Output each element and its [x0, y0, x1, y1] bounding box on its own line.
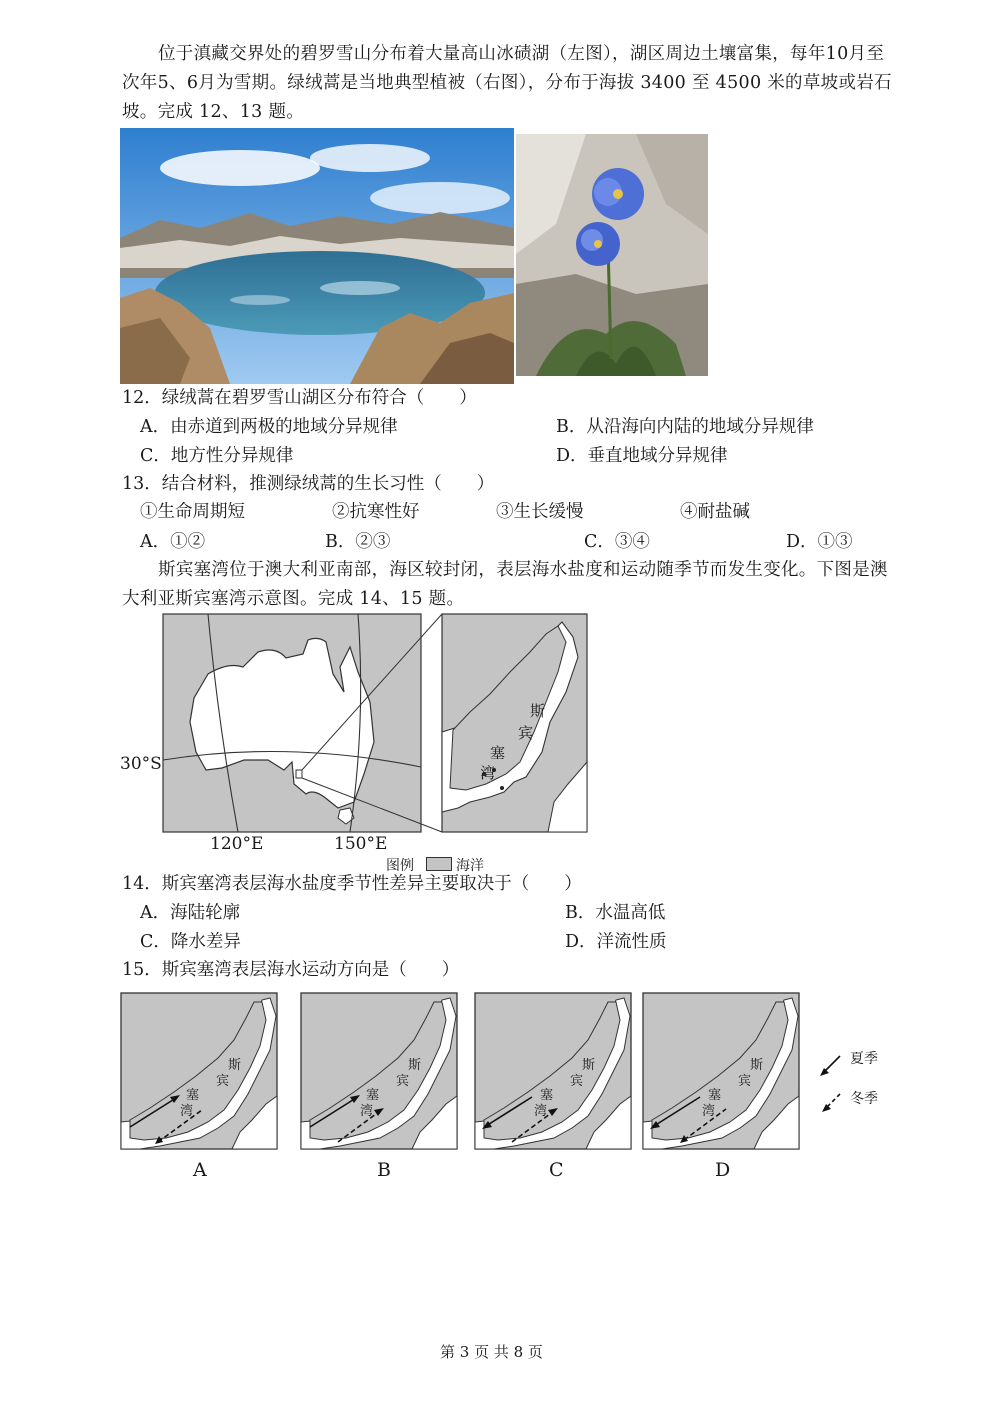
q14-stem: 14．斯宾塞湾表层海水盐度季节性差异主要取决于（ ）: [122, 874, 582, 894]
q15-map-c-bay-char-2: 宾: [570, 1074, 584, 1089]
q15-map-b-bay-char-3: 塞: [366, 1088, 380, 1103]
q15-map-d-bay-char-1: 斯: [750, 1058, 764, 1073]
intro-paragraph-1: 位于滇藏交界处的碧罗雪山分布着大量高山冰碛湖（左图），湖区周边土壤富集，每年10月至次年5、6月为雪期。绿绒蒿是当地典型植被（右图），分布于海拔 3400 至 4500 米的草坡或岩石坡。完成 12、13 题。: [122, 44, 892, 122]
q12-option-c[interactable]: C．地方性分异规律: [140, 446, 294, 466]
q12-option-a[interactable]: A．由赤道到两极的地域分异规律: [140, 417, 398, 437]
q15-map-c[interactable]: [474, 992, 632, 1154]
q13-stem: 13．结合材料，推测绿绒蒿的生长习性（ ）: [122, 474, 495, 494]
australia-map-figure: [118, 612, 598, 874]
q15-option-d-label[interactable]: D: [715, 1159, 731, 1181]
longitude-label-150: 150°E: [334, 834, 388, 854]
q15-map-b[interactable]: [300, 992, 458, 1154]
q15-map-b-bay-char-1: 斯: [408, 1058, 422, 1073]
season-legend: [816, 1044, 892, 1114]
q13-item-2: ②抗寒性好: [332, 502, 420, 522]
q15-map-a-figure: [120, 992, 278, 1150]
q15-map-a-bay-char-1: 斯: [228, 1058, 242, 1073]
q15-map-b-bay-char-2: 宾: [396, 1074, 410, 1089]
legend-winter-label: 冬季: [850, 1091, 878, 1107]
q13-item-4: ④耐盐碱: [680, 502, 750, 522]
season-legend-arrows: [816, 1044, 846, 1114]
bay-char-3: 塞: [490, 744, 506, 762]
lake-photo: [120, 128, 514, 384]
q14-option-c[interactable]: C．降水差异: [140, 932, 241, 952]
q15-map-c-bay-char-4: 湾: [534, 1104, 548, 1119]
q12-option-b[interactable]: B．从沿海向内陆的地域分异规律: [556, 417, 814, 437]
q15-map-c-bay-char-1: 斯: [582, 1058, 596, 1073]
q15-map-d-figure: [642, 992, 800, 1150]
q15-map-d-bay-char-4: 湾: [702, 1104, 716, 1119]
q15-map-d-bay-char-2: 宾: [738, 1074, 752, 1089]
latitude-label: 30°S: [120, 754, 162, 774]
q15-map-b-bay-char-4: 湾: [360, 1104, 374, 1119]
bay-char-2: 宾: [518, 724, 534, 742]
bay-char-4: 湾: [480, 764, 496, 782]
q12-option-d[interactable]: D．垂直地域分异规律: [556, 446, 728, 466]
q13-item-1: ①生命周期短: [140, 502, 245, 522]
q13-item-3: ③生长缓慢: [496, 502, 584, 522]
q15-map-c-bay-char-3: 塞: [540, 1088, 554, 1103]
longitude-label-120: 120°E: [210, 834, 264, 854]
q13-option-c[interactable]: C．③④: [584, 532, 650, 552]
intro-paragraph-2: 斯宾塞湾位于澳大利亚南部，海区较封闭，表层海水盐度和运动随季节而发生变化。下图是澳大利亚斯宾塞湾示意图。完成 14、15 题。: [122, 560, 888, 609]
q13-option-d[interactable]: D．①③: [786, 532, 853, 552]
bay-char-1: 斯: [530, 702, 546, 720]
q15-map-a-bay-char-3: 塞: [186, 1088, 200, 1103]
flower-photo: [516, 134, 708, 376]
legend-summer-label: 夏季: [850, 1051, 878, 1067]
q14-option-d[interactable]: D．洋流性质: [565, 932, 667, 952]
q14-option-b[interactable]: B．水温高低: [565, 903, 666, 923]
q15-map-c-figure: [474, 992, 632, 1150]
q15-map-d-bay-char-3: 塞: [708, 1088, 722, 1103]
q13-option-a[interactable]: A．①②: [140, 532, 206, 552]
q12-stem: 12．绿绒蒿在碧罗雪山湖区分布符合（ ）: [122, 388, 477, 408]
q15-map-a-bay-char-4: 湾: [180, 1104, 194, 1119]
page-footer: 第 3 页 共 8 页: [440, 1343, 543, 1361]
q14-option-a[interactable]: A．海陆轮廓: [140, 903, 241, 923]
q15-option-b-label[interactable]: B: [377, 1159, 391, 1181]
q13-option-b[interactable]: B．②③: [325, 532, 391, 552]
q15-map-b-figure: [300, 992, 458, 1150]
legend-label: 图例: [386, 858, 414, 874]
q15-map-d[interactable]: [642, 992, 800, 1154]
q15-option-a-label[interactable]: A: [193, 1159, 207, 1181]
q15-stem: 15．斯宾塞湾表层海水运动方向是（ ）: [122, 960, 460, 980]
legend-ocean-swatch: [426, 857, 452, 871]
legend-ocean-label: 海洋: [456, 858, 484, 874]
q15-option-c-label[interactable]: C: [549, 1159, 564, 1181]
q15-map-a[interactable]: [120, 992, 278, 1154]
q15-map-a-bay-char-2: 宾: [216, 1074, 230, 1089]
